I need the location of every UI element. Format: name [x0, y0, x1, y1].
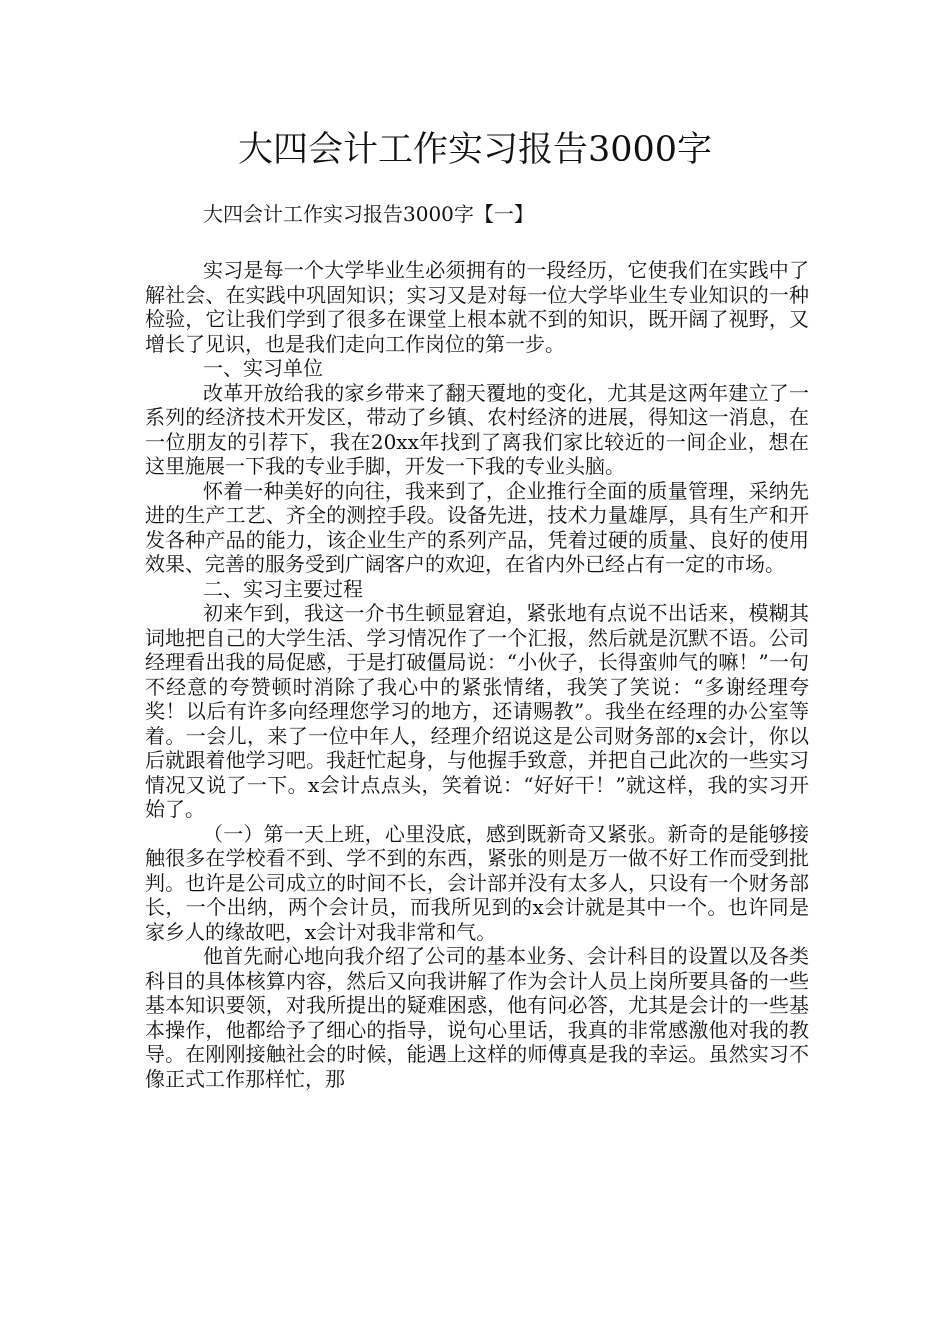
paragraph-mentor-guidance: 他首先耐心地向我介绍了公司的基本业务、会计科目的设置以及各类科目的具体核算内容，然后又向我讲解了作为会计人员上岗所要具备的一些基本知识要领，对我所提出的疑难困惑，他有问必答，尤其是会计的一些基本操作，他都给予了细心的指导，说句心里话，我真的非常感激他对我的教导。在刚刚接触社会的时候，能遇上这样的师傅真是我的幸运。虽然实习不像正式工作那样忙，那 — [145, 944, 809, 1091]
heading-main-process: 二、实习主要过程 — [203, 576, 363, 601]
paragraph-intro: 实习是每一个大学毕业生必须拥有的一段经历，它使我们在实践中了解社会、在实践中巩固知识；实习又是对每一位大学毕业生专业知识的一种检验，它让我们学到了很多在课堂上根本就不到的知识，既开阔了视野，又增长了见识，也是我们走向工作岗位的第一步。 — [145, 258, 809, 356]
document-title: 大四会计工作实习报告3000字 — [237, 130, 713, 170]
document-body — [145, 200, 809, 1091]
paragraph-unit-background: 改革开放给我的家乡带来了翻天覆地的变化，尤其是这两年建立了一系列的经济技术开发区，带动了乡镇、农村经济的进展，得知这一消息，在一位朋友的引荐下，我在20xx年找到了离我们家比较近的一间企业，想在这里施展一下我的专业手脚，开发一下我的专业头脑。 — [145, 380, 809, 478]
paragraph-first-day: （一）第一天上班，心里没底，感到既新奇又紧张。新奇的是能够接触很多在学校看不到、学不到的东西，紧张的则是万一做不好工作而受到批判。也许是公司成立的时间不长，会计部并没有太多人，只设有一个财务部长，一个出纳，两个会计员，而我所见到的x会计就是其中一个。也许同是家乡人的缘故吧，x会计对我非常和气。 — [145, 821, 809, 944]
paragraph-first-meeting: 初来乍到，我这一介书生顿显窘迫，紧张地有点说不出话来，模糊其词地把自己的大学生活、学习情况作了一个汇报，然后就是沉默不语。公司经理看出我的局促感，于是打破僵局说：“小伙子，长得蛮帅气的嘛！”一句不经意的夸赞顿时消除了我心中的紧张情绪，我笑了笑说：“多谢经理夸奖！以后有许多向经理您学习的地方，还请赐教”。我坐在经理的办公室等着。一会儿，来了一位中年人，经理介绍说这是公司财务部的x会计，你以后就跟着他学习吧。我赶忙起身，与他握手致意，并把自己此次的一些实习情况又说了一下。x会计点点头，笑着说：“好好干！”就这样，我的实习开始了。 — [145, 601, 809, 821]
paragraph-company-description: 怀着一种美好的向往，我来到了，企业推行全面的质量管理，采纳先进的生产工艺、齐全的测控手段。设备先进，技术力量雄厚，具有生产和开发各种产品的能力，该企业生产的系列产品，凭着过硬的质量、良好的使用效果、完善的服务受到广阔客户的欢迎，在省内外已经占有一定的市场。 — [145, 478, 809, 576]
heading-internship-unit: 一、实习单位 — [203, 356, 323, 380]
section-subtitle: 大四会计工作实习报告3000字【一】 — [203, 202, 534, 226]
